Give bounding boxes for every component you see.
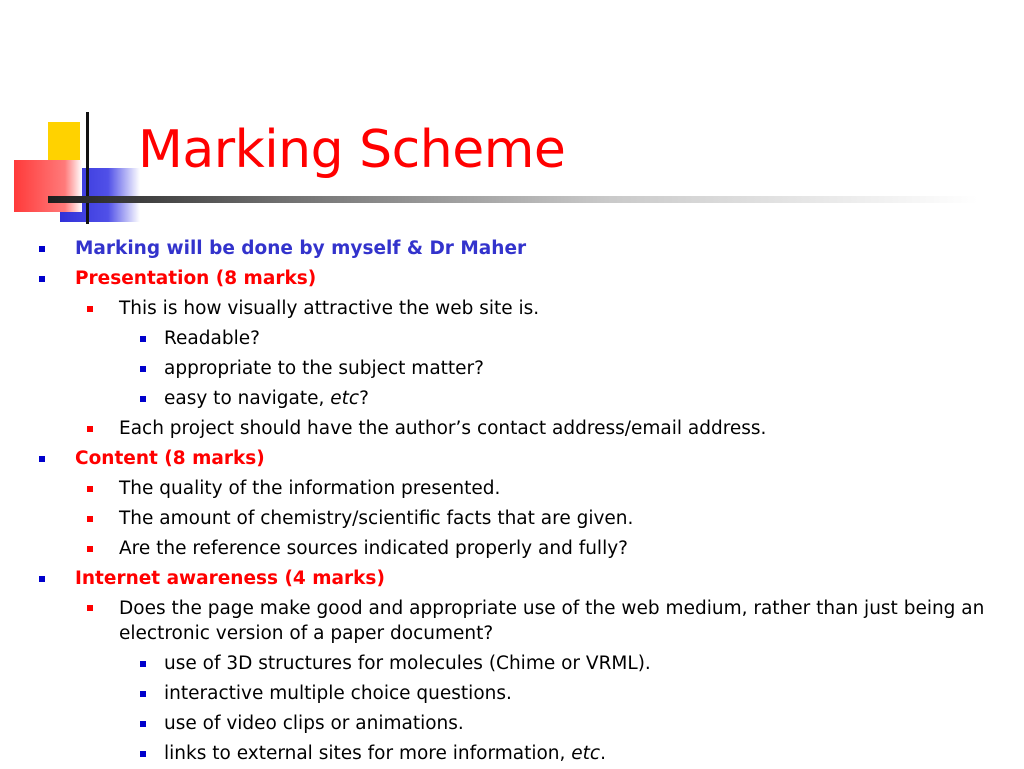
deco-red-block <box>14 160 82 212</box>
bullet-icon <box>39 276 45 282</box>
list-item: interactive multiple choice questions. <box>0 679 1024 709</box>
bullet-icon <box>140 691 146 697</box>
bullet-icon <box>140 366 146 372</box>
bullet-icon <box>39 456 45 462</box>
list-item: This is how visually attractive the web site is. <box>0 294 1024 324</box>
list-item: Content (8 marks) <box>0 444 1024 474</box>
bullet-icon <box>140 661 146 667</box>
bullet-icon <box>39 246 45 252</box>
bullet-icon <box>140 751 146 757</box>
bullet-icon <box>87 306 93 312</box>
deco-vertical-line <box>86 112 89 224</box>
list-item: Marking will be done by myself & Dr Maher <box>0 234 1024 264</box>
list-item: Are the reference sources indicated properly and fully? <box>0 534 1024 564</box>
list-item: Internet awareness (4 marks) <box>0 564 1024 594</box>
bullet-list <box>0 234 1024 769</box>
bullet-icon <box>87 486 93 492</box>
list-item: The amount of chemistry/scientific facts that are given. <box>0 504 1024 534</box>
list-item: use of 3D structures for molecules (Chime or VRML). <box>0 649 1024 679</box>
bullet-icon <box>140 721 146 727</box>
bullet-icon <box>87 546 93 552</box>
list-item: Does the page make good and appropriate use of the web medium, rather than just being an electronic version of a paper document? <box>0 594 989 649</box>
list-item: use of video clips or animations. <box>0 709 1024 739</box>
bullet-icon <box>140 396 146 402</box>
bullet-icon <box>87 516 93 522</box>
title-underline <box>48 196 978 203</box>
list-item: Presentation (8 marks) <box>0 264 1024 294</box>
list-item: Each project should have the author’s contact address/email address. <box>0 414 1024 444</box>
bullet-icon <box>87 605 93 611</box>
slide-title: Marking Scheme <box>138 120 566 180</box>
list-item: The quality of the information presented. <box>0 474 1024 504</box>
bullet-icon <box>140 336 146 342</box>
list-item: links to external sites for more information, etc. <box>0 739 1024 769</box>
bullet-icon <box>39 576 45 582</box>
list-item: Readable? <box>0 324 1024 354</box>
list-item: appropriate to the subject matter? <box>0 354 1024 384</box>
list-item: easy to navigate, etc? <box>0 384 1024 414</box>
bullet-icon <box>87 426 93 432</box>
